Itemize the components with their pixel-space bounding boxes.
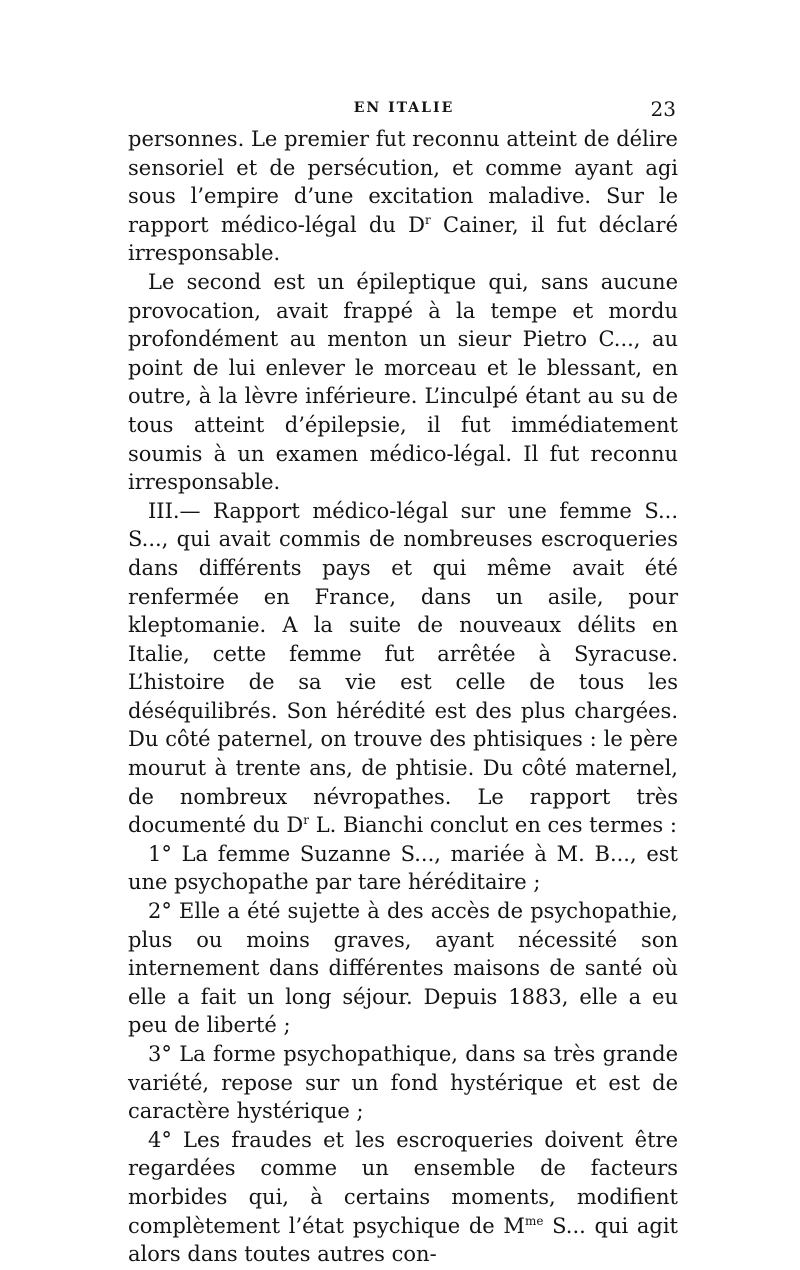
text-run: 3° La forme psychopathique, dans sa très grande variété, repose sur un fond hystérique et est de caractère hystérique ;	[128, 1042, 678, 1124]
running-title: EN ITALIE	[353, 100, 455, 116]
list-item	[128, 1040, 678, 1126]
body-text	[128, 125, 678, 1269]
list-item	[128, 840, 678, 897]
paragraph	[128, 125, 678, 268]
page-number: 23	[650, 97, 676, 121]
text-run: Le second est un épileptique qui, sans aucune provocation, avait frappé à la tempe et mordu profondément au menton un sieur Pietro C..., au point de lui enlever le morceau et le blessant, en outre, à la lèvre inférieure. L’inculpé étant au su de tous atteint d’épilepsie, il fut immédiatement soumis à un examen médico-légal. Il fut reconnu irresponsable.	[128, 269, 678, 495]
text-run: L. Bianchi conclut en ces termes :	[309, 813, 677, 838]
paragraph	[128, 268, 678, 497]
superscript: me	[524, 1213, 544, 1228]
text-run: 2° Elle a été sujette à des accès de psychopathie, plus ou moins graves, ayant nécessité son internement dans différentes maisons de santé où elle a fait un long séjour. Depuis 1883, elle a eu peu de liberté ;	[128, 899, 678, 1038]
superscript: r	[425, 212, 431, 227]
list-item	[128, 897, 678, 1040]
text-run: Cainer, il fut déclaré irresponsable.	[128, 212, 678, 266]
superscript: r	[303, 813, 310, 828]
paragraph	[128, 497, 678, 840]
running-head	[132, 97, 676, 127]
text-run: III.— Rapport médico-légal sur une femme S... S..., qui avait commis de nombreuses escroqueries dans différents pays et qui même avait été renfermée en France, dans un asile, pour kleptomanie. A la suite de nouveaux délits en Italie, cette femme fut arrêtée à Syracuse. L’histoire de sa vie est celle de tous les déséquilibrés. Son hérédité est des plus chargées. Du côté paternel, on trouve des phtisiques : le père mourut à trente ans, de phtisie. Du côté maternel, de nombreux névropathes. Le rapport très documenté du D	[128, 498, 678, 838]
text-run: personnes. Le premier fut reconnu atteint de délire sensoriel et de persécution, et comme ayant agi sous l’empire d’une excitation maladive. Sur le rapport médico-légal du D	[128, 127, 678, 237]
text-run: 4° Les fraudes et les escroqueries doivent être regardées comme un ensemble de facteurs morbides qui, à certains moments, modifient complètement l’état psychique de M	[128, 1127, 678, 1238]
text-run: 1° La femme Suzanne S..., mariée à M. B..., est une psychopathe par tare héréditaire ;	[128, 841, 678, 895]
text-run: S... qui agit alors dans toutes autres con-	[128, 1213, 678, 1267]
list-item	[128, 1126, 678, 1269]
